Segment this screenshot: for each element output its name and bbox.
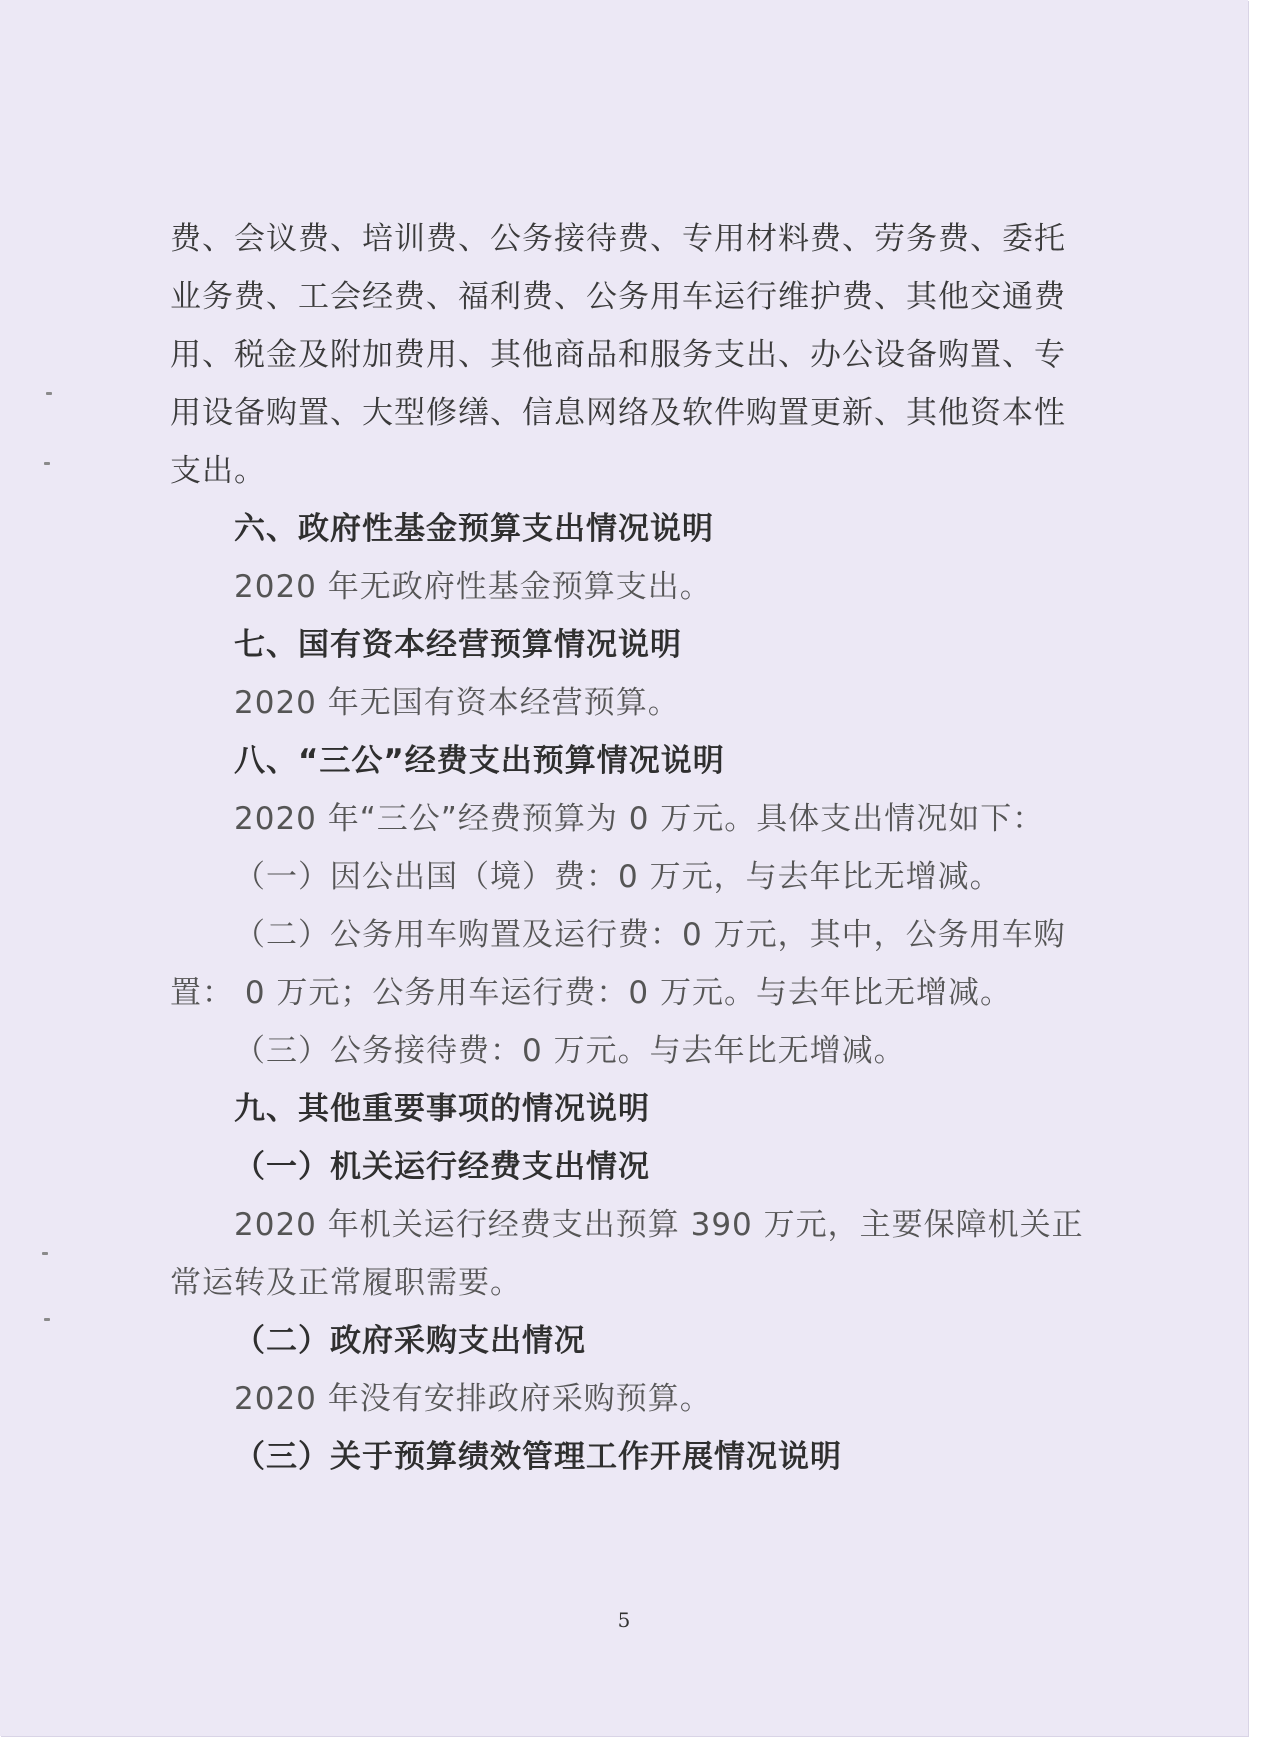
section-heading: 八、“三公”经费支出预算情况说明 (234, 743, 725, 779)
section-body-continuation: 常运转及正常履职需要。 (170, 1265, 522, 1301)
section-body: 2020 年无政府性基金预算支出。 (234, 569, 712, 605)
list-item-continuation: 置： 0 万元；公务用车运行费：0 万元。与去年比无增减。 (170, 975, 1013, 1011)
section-heading: 六、政府性基金预算支出情况说明 (234, 511, 714, 547)
list-item: （一）因公出国（境）费：0 万元，与去年比无增减。 (234, 859, 1002, 895)
section-body: 2020 年“三公”经费预算为 0 万元。具体支出情况如下： (234, 801, 1045, 837)
document-body (170, 210, 1090, 1486)
subsection-heading: （三）关于预算绩效管理工作开展情况说明 (234, 1439, 842, 1475)
list-item: （二）公务用车购置及运行费：0 万元，其中，公务用车购 (234, 917, 1066, 953)
body-line: 用设备购置、大型修缮、信息网络及软件购置更新、其他资本性 (170, 395, 1066, 431)
section-body: 2020 年没有安排政府采购预算。 (234, 1381, 712, 1417)
section-body: 2020 年无国有资本经营预算。 (234, 685, 680, 721)
scan-speck (44, 1318, 50, 1321)
section-heading: 七、国有资本经营预算情况说明 (234, 627, 682, 663)
list-item: （三）公务接待费：0 万元。与去年比无增减。 (234, 1033, 906, 1069)
body-line: 用、税金及附加费用、其他商品和服务支出、办公设备购置、专 (170, 337, 1066, 373)
section-body: 2020 年机关运行经费支出预算 390 万元，主要保障机关正 (234, 1207, 1084, 1243)
subsection-heading: （二）政府采购支出情况 (234, 1323, 586, 1359)
body-line: 支出。 (170, 453, 266, 489)
scan-speck (44, 462, 50, 465)
scan-speck (46, 392, 52, 395)
scan-speck (42, 1252, 48, 1255)
body-line: 业务费、工会经费、福利费、公务用车运行维护费、其他交通费 (170, 279, 1066, 315)
page-number: 5 (617, 1608, 631, 1632)
section-heading: 九、其他重要事项的情况说明 (234, 1091, 650, 1127)
subsection-heading: （一）机关运行经费支出情况 (234, 1149, 650, 1185)
body-line: 费、会议费、培训费、公务接待费、专用材料费、劳务费、委托 (170, 221, 1066, 257)
